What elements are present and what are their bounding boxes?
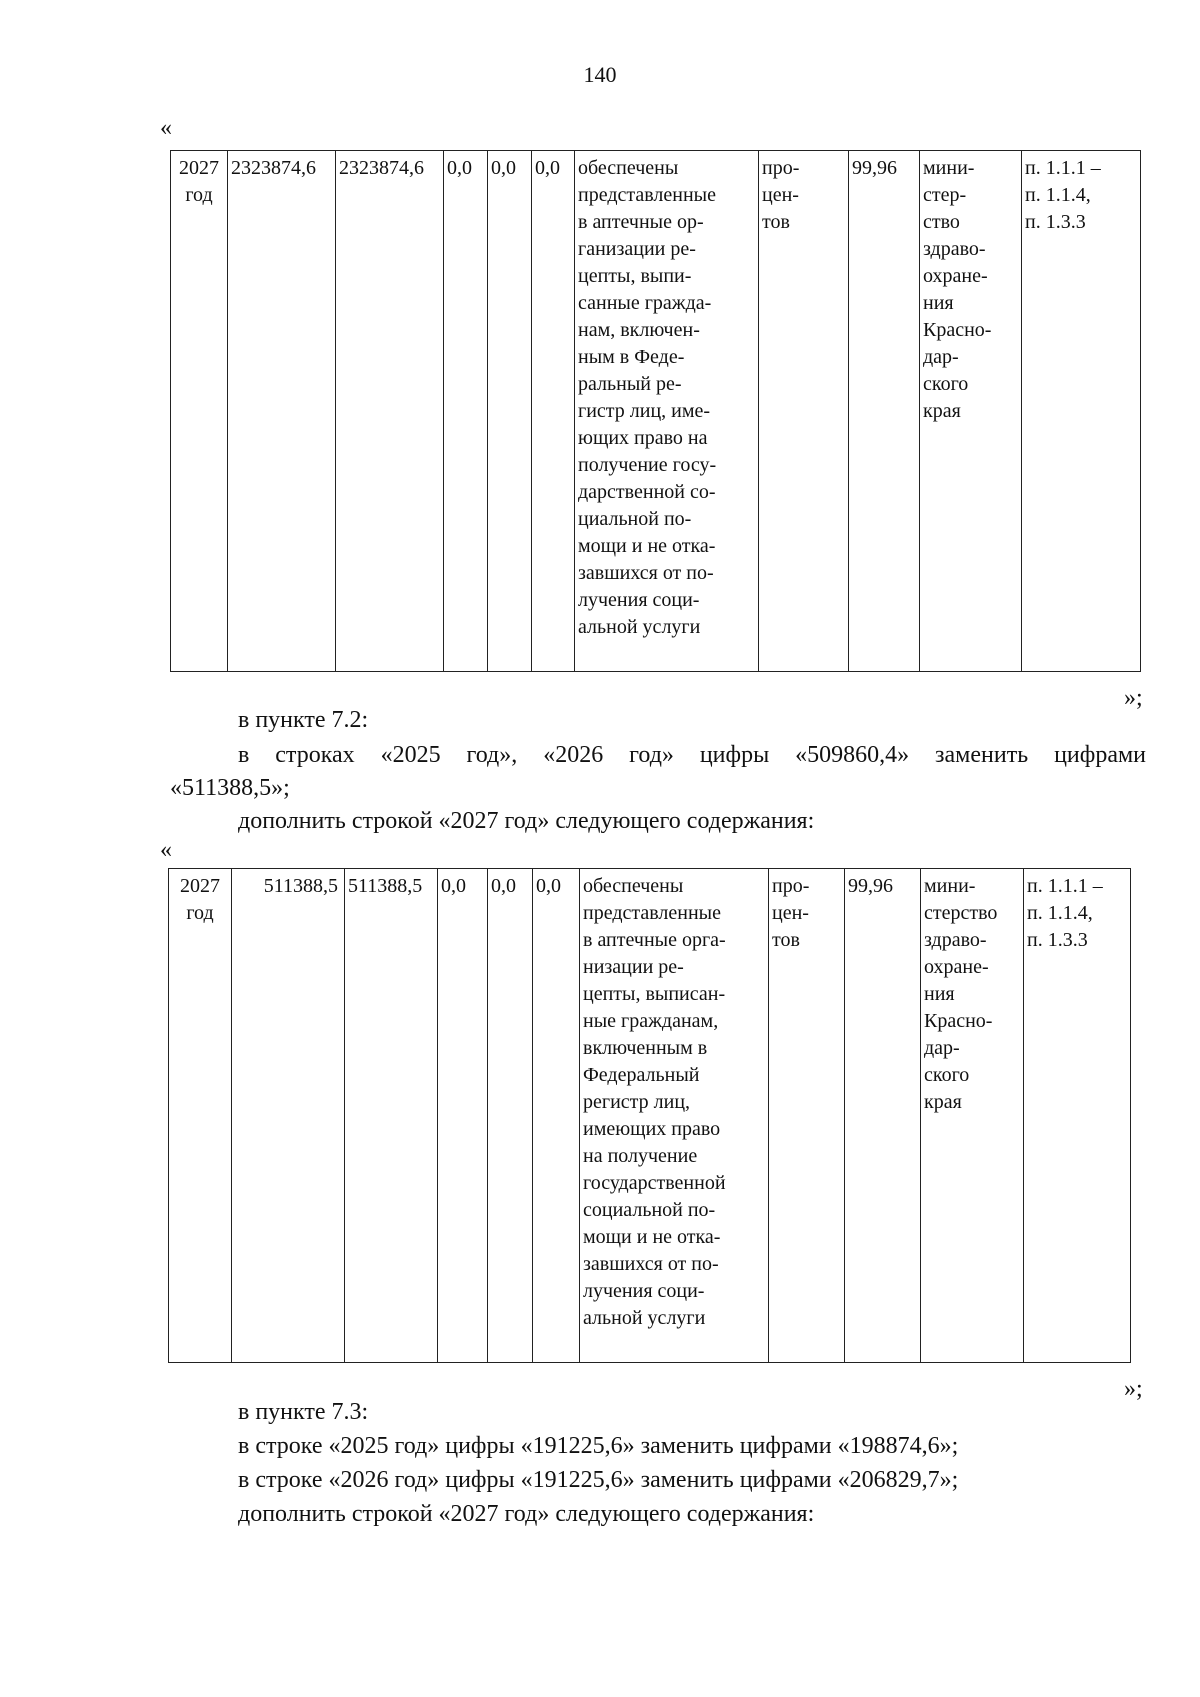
- extrabudgetary-cell: 0,0: [533, 869, 580, 1363]
- cell-line: лучения соци-: [583, 1280, 705, 1302]
- cell-line: низации ре-: [583, 956, 684, 978]
- cell-line: края: [923, 400, 961, 422]
- cell-line: тов: [772, 929, 800, 951]
- year-cell: [169, 869, 232, 1363]
- cell-line: ным в Феде-: [578, 346, 685, 368]
- cell-line: мощи и не отка-: [583, 1226, 721, 1248]
- cell-line: имеющих право: [583, 1118, 721, 1140]
- cell-line: дар-: [924, 1037, 960, 1059]
- unit-cell: [759, 151, 849, 672]
- cell-line: в аптечные ор-: [578, 211, 704, 233]
- federal-budget-cell: 0,0: [444, 151, 488, 672]
- local-budget-cell: 0,0: [488, 869, 533, 1363]
- total-cell: 511388,5: [232, 869, 345, 1363]
- cell-line: мини-: [923, 157, 975, 179]
- section-7-3-heading: в пункте 7.3:: [238, 1399, 369, 1425]
- description-cell: [575, 151, 759, 672]
- cell-line: гистр лиц, име-: [578, 400, 711, 422]
- cell-line: в аптечные орга-: [583, 929, 726, 951]
- cell-line: лучения соци-: [578, 589, 700, 611]
- local-budget-cell: 0,0: [488, 151, 532, 672]
- regional-budget-cell: 511388,5: [345, 869, 438, 1363]
- section-7-3-line-2: в строке «2026 год» цифры «191225,6» заменить цифрами «206829,7»;: [238, 1467, 959, 1493]
- cell-line: получение госу-: [578, 454, 717, 476]
- cell-line: представленные: [583, 902, 721, 924]
- cell-line: ральный ре-: [578, 373, 682, 395]
- cell-line: альной услуги: [583, 1307, 706, 1329]
- cell-line: ния: [923, 292, 954, 314]
- cell-line: Федеральный: [583, 1064, 700, 1086]
- section-7-3-line-1: в строке «2025 год» цифры «191225,6» заменить цифрами «198874,6»;: [238, 1433, 959, 1459]
- cell-line: тов: [762, 211, 790, 233]
- cell-line: дар-: [923, 346, 959, 368]
- cell-line: год: [185, 184, 213, 206]
- cell-line: ния: [924, 983, 955, 1005]
- cell-line: п. 1.1.1 –: [1027, 875, 1103, 897]
- section-7-2-heading: в пункте 7.2:: [238, 707, 369, 733]
- year-cell: [171, 151, 228, 672]
- unit-cell: [769, 869, 845, 1363]
- cell-line: завшихся от по-: [578, 562, 714, 584]
- page-number: 140: [583, 62, 617, 87]
- cell-line: п. 1.1.1 –: [1025, 157, 1101, 179]
- cell-line: нам, включен-: [578, 319, 700, 341]
- items-cell: [1022, 151, 1141, 672]
- cell-line: п. 1.3.3: [1025, 211, 1086, 233]
- cell-line: альной услуги: [578, 616, 701, 638]
- close-quote-2: »;: [1124, 1376, 1143, 1402]
- federal-budget-cell: 0,0: [438, 869, 488, 1363]
- value-cell: 99,96: [849, 151, 920, 672]
- table-1: [170, 150, 1141, 672]
- cell-line: 2027: [179, 157, 219, 179]
- cell-line: ство: [923, 211, 960, 233]
- cell-line: ющих право на: [578, 427, 708, 449]
- extrabudgetary-cell: 0,0: [532, 151, 575, 672]
- cell-line: мини-: [924, 875, 976, 897]
- cell-line: края: [924, 1091, 962, 1113]
- cell-line: п. 1.3.3: [1027, 929, 1088, 951]
- cell-line: дарственной со-: [578, 481, 716, 503]
- cell-line: п. 1.1.4,: [1025, 184, 1091, 206]
- table-2: [168, 868, 1131, 1363]
- cell-line: п. 1.1.4,: [1027, 902, 1093, 924]
- cell-line: охране-: [923, 265, 988, 287]
- table-row: [171, 151, 1141, 672]
- cell-line: ского: [924, 1064, 970, 1086]
- section-7-2-line-1: [238, 740, 1146, 770]
- table-row: [169, 869, 1131, 1363]
- cell-line: социальной по-: [583, 1199, 716, 1221]
- cell-line: обеспечены: [578, 157, 679, 179]
- cell-line: мощи и не отка-: [578, 535, 716, 557]
- executor-cell: [921, 869, 1024, 1363]
- cell-line: стерство: [924, 902, 998, 924]
- cell-line: Красно-: [923, 319, 992, 341]
- section-7-2-line-2: «511388,5»;: [170, 775, 290, 801]
- cell-line: завшихся от по-: [583, 1253, 719, 1275]
- cell-line: стер-: [923, 184, 967, 206]
- section-7-2-line-3: дополнить строкой «2027 год» следующего содержания:: [238, 808, 815, 834]
- cell-line: про-: [772, 875, 810, 897]
- cell-line: цепты, выпи-: [578, 265, 692, 287]
- cell-line: 2027: [180, 875, 220, 897]
- regional-budget-cell: 2323874,6: [336, 151, 444, 672]
- cell-line: про-: [762, 157, 800, 179]
- cell-line: цен-: [762, 184, 799, 206]
- cell-line: ные гражданам,: [583, 1010, 719, 1032]
- cell-line: год: [186, 902, 214, 924]
- cell-line: государственной: [583, 1172, 726, 1194]
- section-7-2-line-1-text: в строках «2025 год», «2026 год» цифры «509860,4» заменить цифрами: [238, 742, 1146, 768]
- cell-line: цен-: [772, 902, 809, 924]
- cell-line: здраво-: [923, 238, 986, 260]
- items-cell: [1024, 869, 1131, 1363]
- cell-line: санные гражда-: [578, 292, 712, 314]
- description-cell: [580, 869, 769, 1363]
- cell-line: на получение: [583, 1145, 698, 1167]
- cell-line: регистр лиц,: [583, 1091, 691, 1113]
- cell-line: ганизации ре-: [578, 238, 696, 260]
- total-cell: 2323874,6: [228, 151, 336, 672]
- close-quote: »;: [1124, 685, 1143, 711]
- cell-line: цепты, выписан-: [583, 983, 726, 1005]
- cell-line: здраво-: [924, 929, 987, 951]
- cell-line: представленные: [578, 184, 716, 206]
- cell-line: циальной по-: [578, 508, 692, 530]
- cell-line: включенным в: [583, 1037, 708, 1059]
- section-7-3-line-3: дополнить строкой «2027 год» следующего содержания:: [238, 1501, 815, 1527]
- value-cell: 99,96: [845, 869, 921, 1363]
- open-quote-2: «: [160, 837, 172, 863]
- executor-cell: [920, 151, 1022, 672]
- cell-line: ского: [923, 373, 969, 395]
- cell-line: Красно-: [924, 1010, 993, 1032]
- open-quote: «: [160, 115, 172, 141]
- cell-line: обеспечены: [583, 875, 684, 897]
- cell-line: охране-: [924, 956, 989, 978]
